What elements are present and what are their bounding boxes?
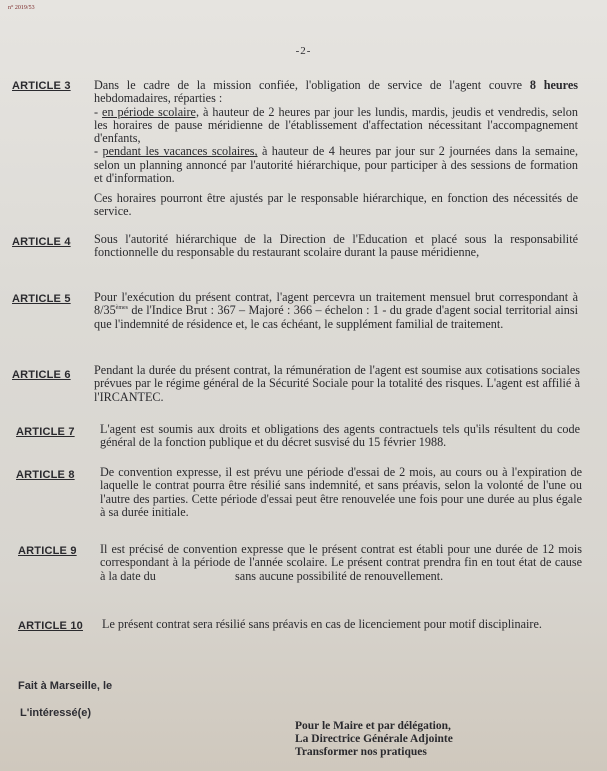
article-9-text: Il est précisé de convention expresse que le présent contrat est établi pour une durée de 12 mois correspondant à la période de l'année scolaire. Le présent contrat prendra fin en tout état de cause à la date du sans aucune possibilité de renouvellement. — [100, 542, 586, 583]
article-8-label: ARTICLE 8 — [16, 469, 75, 481]
reference-number: n° 2019/53 — [8, 5, 35, 11]
article-10-label: ARTICLE 10 — [18, 620, 83, 632]
article-5-text — [94, 291, 578, 331]
article-9-label: ARTICLE 9 — [18, 545, 77, 557]
article-5-text-a: Pour l'exécution du présent contrat, l'agent percevra un traitement mensuel brut correspondant à 8/35 — [94, 290, 578, 318]
signature-line-2: La Directrice Générale Adjointe — [295, 733, 453, 745]
article-3-item1-heading: en période scolaire, — [102, 104, 200, 119]
article-10-text: Le présent contrat sera résilié sans préavis en cas de licenciement pour motif disciplinaire. — [102, 617, 542, 631]
place-date-line: Fait à Marseille, le — [18, 680, 113, 692]
article-6-label: ARTICLE 6 — [12, 369, 71, 381]
article-7-text: L'agent est soumis aux droits et obligations des agents contractuels tels qu'ils résultent du code général de la fonction publique et du décret susvisé du 15 février 1988. — [100, 422, 580, 450]
list-dash: - — [94, 144, 103, 159]
signature-line-1: Pour le Maire et par délégation, — [295, 720, 451, 732]
page-number: -2- — [295, 45, 312, 57]
article-3-item2-heading: pendant les vacances scolaires, — [102, 144, 258, 159]
article-5-sup: èmes — [115, 305, 128, 312]
article-5-text-b: de l'Indice Brut : 367 – Majoré : 366 – échelon : 1 - du grade d'agent social territorial ainsi que l'indemnité de résidence et, le cas échéant, le supplément familial de traitement. — [94, 303, 578, 331]
article-3-item2-text: à hauteur de 4 heures par jour sur 2 journées dans la semaine, selon un planning annoncé par l'autorité hiérarchique, pour participer à des sessions de formation et d'information. — [94, 144, 578, 186]
article-3-intro-end: hebdomadaires, réparties : — [94, 91, 223, 106]
article-3-intro: Dans le cadre de la mission confiée, l'obligation de service de l'agent couvre — [94, 78, 530, 92]
article-3-hours: 8 heures — [529, 78, 579, 92]
article-4-label: ARTICLE 4 — [12, 236, 71, 248]
article-3-item1-text: à hauteur de 2 heures par jour les lundis, mardis, jeudis et vendredis, selon les horaires de pause méridienne de l'établissement d'affectation nécessitant l'accompagnement d'enfants, — [94, 104, 578, 146]
article-5-label: ARTICLE 5 — [12, 293, 71, 305]
signature-line-3: Transformer nos pratiques — [295, 746, 427, 758]
article-7-label: ARTICLE 7 — [16, 426, 75, 438]
interesse-label: L'intéressé(e) — [20, 707, 92, 719]
article-3-label: ARTICLE 3 — [12, 80, 71, 92]
article-8-text: De convention expresse, il est prévu une période d'essai de 2 mois, au cours ou à l'expiration de laquelle le contrat pourra être résilié sans indemnité, et sans préavis, selon la volonté de l'une ou l'autre des parties. Cette période d'essai peut être renouvelée une fois pour une durée au plus égale à sa durée initiale. — [100, 465, 582, 519]
list-dash: - — [94, 104, 103, 119]
article-6-text: Pendant la durée du présent contrat, la rémunération de l'agent est soumise aux cotisations sociales prévues par le régime général de la Sécurité Sociale pour la totalité des risques. L'agent est affilié à l'IRCANTEC. — [94, 363, 580, 404]
article-3-text — [94, 79, 578, 185]
article-3-note: Ces horaires pourront être ajustés par le responsable hiérarchique, en fonction des nécessités de service. — [94, 191, 578, 219]
article-4-text: Sous l'autorité hiérarchique de la Direction de l'Education et placé sous la responsabilité fonctionnelle du responsable du restaurant scolaire durant la pause méridienne, — [94, 232, 578, 260]
signature-block — [295, 720, 453, 759]
